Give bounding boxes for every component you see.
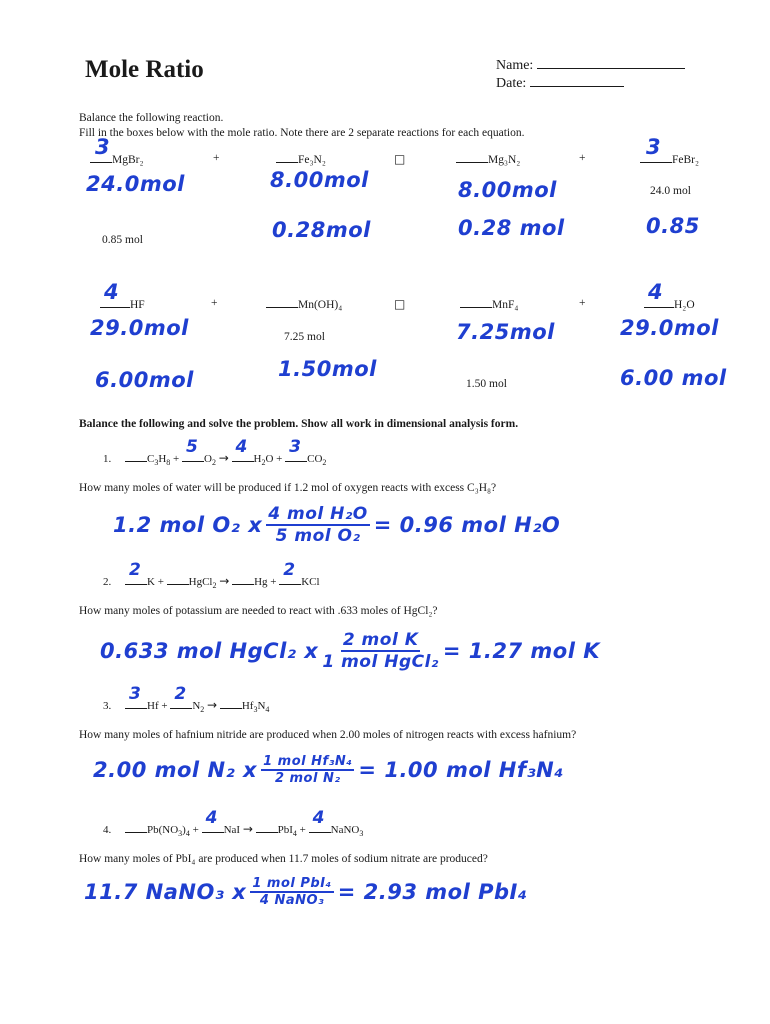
eq2-r2-c1: 6.00mol xyxy=(95,368,194,392)
problem-1-number: 1. xyxy=(103,453,112,465)
eq1-r2-c2: 0.28mol xyxy=(272,218,371,242)
problem-2-question: How many moles of potassium are needed to react with .633 moles of HgCl₂? xyxy=(79,605,438,617)
page-title: Mole Ratio xyxy=(85,56,204,83)
blank-line[interactable] xyxy=(232,574,254,585)
problem-1-question: How many moles of water will be produced if 1.2 mol of oxygen reacts with excess C₃H₈? xyxy=(79,482,497,494)
problem-3-fraction xyxy=(261,754,354,786)
problem-1-numerator: 4 mol H₂O xyxy=(268,504,368,524)
eq1-r1-c1: 24.0mol xyxy=(86,172,185,196)
eq1-species-1: MgBr₂ xyxy=(112,154,144,166)
problem-2-coef-k: 2 xyxy=(129,560,142,580)
eq1-species-2: Fe₃N₂ xyxy=(298,154,326,166)
eq2-term-3[interactable] xyxy=(460,297,518,311)
eq1-r2-c4: 0.85 xyxy=(646,214,700,238)
eq1-r1-c3: 8.00mol xyxy=(458,178,557,202)
problem-1-coef-co2: 3 xyxy=(289,437,302,457)
eq2-r1-c3: 7.25mol xyxy=(456,320,555,344)
eq1-r1-c2: 8.00mol xyxy=(270,168,369,192)
problem-4-answer: = 2.93 mol PbI₄ xyxy=(337,880,528,904)
blank-line xyxy=(460,297,492,308)
eq2-plus-1: + xyxy=(211,297,218,309)
eq1-coef-4: 3 xyxy=(646,135,662,159)
eq1-plus-2: + xyxy=(579,152,586,164)
eq1-term-4[interactable] xyxy=(640,135,700,166)
blank-line[interactable] xyxy=(125,822,147,833)
problem-2-numerator: 2 mol K xyxy=(342,630,419,650)
problem-1-work xyxy=(113,504,560,546)
section-2-title: Balance the following and solve the problem. Show all work in dimensional analysis form. xyxy=(79,418,519,430)
problem-3-equation: 3. 3 Hf + 2 $N_2 \to Hf_3N_4$ xyxy=(103,684,270,715)
blank-line[interactable] xyxy=(167,574,189,585)
eq2-species-3: MnF₄ xyxy=(492,299,519,311)
problem-1-coef-o2: 5 xyxy=(186,437,199,457)
problem-4-fraction xyxy=(250,876,333,908)
problem-4-equation: 4. $Pb(NO_3)_4$ + 4 NaI → PbI$_4$ + 4 NaNO$_3$ xyxy=(103,808,364,839)
problem-1-coef-h2o: 4 xyxy=(235,437,248,457)
problem-2-equation: 2. 2 K + HgCl$_2$ → Hg + 2 KCl xyxy=(103,560,320,591)
eq1-term-3[interactable] xyxy=(456,152,520,166)
problem-4-denominator: 4 NaNO₃ xyxy=(259,893,325,908)
problem-3-coef-n2: 2 xyxy=(174,684,187,704)
name-label: Name: xyxy=(496,58,534,73)
problem-2-work xyxy=(100,630,600,672)
problem-3-work-start: 2.00 mol N₂ x xyxy=(93,758,258,782)
problem-3-numerator: 1 mol Hf₃N₄ xyxy=(263,754,353,769)
blank-line xyxy=(276,152,298,163)
date-blank[interactable] xyxy=(530,76,624,87)
eq2-term-1[interactable] xyxy=(100,280,145,311)
eq1-coef-1: 3 xyxy=(95,135,111,159)
eq1-arrow-box: □ xyxy=(394,152,406,166)
problem-1-denominator: 5 mol O₂ xyxy=(275,526,361,546)
eq1-r1-c4: 24.0 mol xyxy=(650,185,691,197)
eq2-r1-c1: 29.0mol xyxy=(90,316,189,340)
intro-line-2: Fill in the boxes below with the mole ratio. Note there are 2 separate reactions for each equation. xyxy=(79,127,525,139)
eq1-term-1[interactable] xyxy=(90,135,144,166)
eq2-species-1: HF xyxy=(130,299,145,311)
problem-1-fraction xyxy=(266,504,370,546)
blank-line xyxy=(266,297,298,308)
problem-2-coef-kcl: 2 xyxy=(283,560,296,580)
eq1-species-4: FeBr₂ xyxy=(672,154,700,166)
eq2-term-4[interactable] xyxy=(644,280,695,311)
problem-4-work-start: 11.7 NaNO₃ x xyxy=(84,880,247,904)
problem-1-work-start: 1.2 mol O₂ x xyxy=(113,513,263,537)
eq2-r1-c2: 7.25 mol xyxy=(284,331,325,343)
eq2-plus-2: + xyxy=(579,297,586,309)
eq1-term-2[interactable] xyxy=(276,152,326,166)
eq1-species-3: Mg₃N₂ xyxy=(488,154,521,166)
eq1-r2-c1: 0.85 mol xyxy=(102,234,143,246)
eq2-r2-c2: 1.50mol xyxy=(278,357,377,381)
date-label: Date: xyxy=(496,76,527,91)
blank-line[interactable] xyxy=(220,698,242,709)
eq2-arrow-box: □ xyxy=(394,297,406,311)
problem-4-question: How many moles of PbI₄ are produced when 11.7 moles of sodium nitrate are produced? xyxy=(79,853,488,865)
name-field[interactable] xyxy=(496,58,685,74)
problem-3-answer: = 1.00 mol Hf₃N₄ xyxy=(358,758,564,782)
problem-2-answer: = 1.27 mol K xyxy=(442,639,600,663)
eq1-plus-1: + xyxy=(213,152,220,164)
eq2-coef-1: 4 xyxy=(104,280,120,304)
problem-3-denominator: 2 mol N₂ xyxy=(274,771,341,786)
name-blank[interactable] xyxy=(537,58,685,69)
eq1-r2-c3: 0.28 mol xyxy=(458,216,565,240)
problem-3-work xyxy=(93,754,564,786)
problem-1-answer: = 0.96 mol H₂O xyxy=(373,513,561,537)
eq2-r1-c4: 29.0mol xyxy=(620,316,719,340)
eq2-coef-4: 4 xyxy=(648,280,664,304)
problem-2-number: 2. xyxy=(103,576,112,588)
date-field[interactable] xyxy=(496,76,624,92)
problem-4-coef-nano3: 4 xyxy=(312,808,325,828)
problem-3-question: How many moles of hafnium nitride are produced when 2.00 moles of nitrogen reacts with excess hafnium? xyxy=(79,729,577,741)
problem-1-equation: 1. $C_3H_8$ + 5 $O_2$ → 4 $H_2O$ + 3 $CO_2$ xyxy=(103,437,327,468)
blank-line[interactable] xyxy=(256,822,278,833)
problem-2-work-start: 0.633 mol HgCl₂ x xyxy=(100,639,319,663)
problem-4-number: 4. xyxy=(103,824,112,836)
eq2-term-2[interactable] xyxy=(266,297,342,311)
problem-3-coef-hf: 3 xyxy=(129,684,142,704)
eq2-species-2: Mn(OH)₄ xyxy=(298,299,343,311)
eq2-r2-c4: 6.00 mol xyxy=(620,366,727,390)
problem-3-number: 3. xyxy=(103,700,112,712)
eq2-species-4: H₂O xyxy=(674,299,695,311)
blank-line[interactable] xyxy=(125,451,147,462)
problem-2-denominator: 1 mol HgCl₂ xyxy=(322,652,439,672)
problem-4-work xyxy=(84,876,528,908)
eq2-r2-c3: 1.50 mol xyxy=(466,378,507,390)
blank-line xyxy=(456,152,488,163)
intro-line-1: Balance the following reaction. xyxy=(79,112,224,124)
problem-4-coef-nai: 4 xyxy=(205,808,218,828)
problem-4-numerator: 1 mol PbI₄ xyxy=(252,876,332,891)
problem-2-fraction xyxy=(322,630,439,672)
